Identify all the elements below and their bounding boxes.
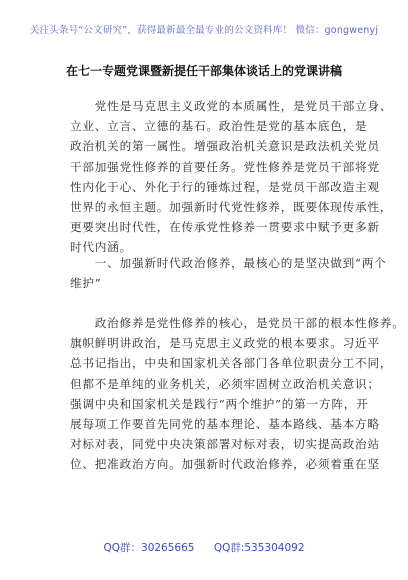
paragraph-line: 强调中央和国家机关是践行“两个维护”的第一方阵，开 <box>70 396 369 411</box>
section-heading-1 <box>70 253 387 293</box>
document-title: 在七一专题党课暨新提任干部集体谈话上的党课讲稿 <box>65 64 342 78</box>
paragraph-line: 世界的永恒主题。加强新时代党性修养，既要体现传承性， <box>70 200 393 215</box>
footer-contact <box>0 540 408 555</box>
paragraph-line: 位、把准政治方向。加强新时代政治修养，必须着重在坚 <box>70 457 380 472</box>
paragraph-line: 立业、立言、立德的基石。政治性是党的基本底色，是 <box>70 119 368 134</box>
paragraph-line: 但都不是单纯的业务机关，必须牢固树立政治机关意识； <box>70 376 380 391</box>
paragraph-line: 总书记指出，中央和国家机关各部门各单位职责分工不同， <box>70 356 393 371</box>
paragraph-intro <box>70 96 393 258</box>
heading-line: 维护” <box>70 276 102 291</box>
paragraph-line: 干部加强党性修养的首要任务。党性修养是党员干部将党 <box>70 159 380 174</box>
paragraph-line: 党性是马克思主义政党的本质属性，是党员干部立身、 <box>70 99 393 113</box>
paragraph-line: 展每项工作要首先同党的基本理论、基本路线、基本方略 <box>70 417 380 432</box>
paragraph-line: 政治修养是党性修养的核心，是党员干部的根本性修养。 <box>70 316 405 330</box>
paragraph-line: 性内化于心、外化于行的锤炼过程，是党员干部改造主观 <box>70 179 380 194</box>
paragraph-political-cultivation <box>70 313 405 475</box>
heading-line: 一、加强新时代政治修养，最核心的是坚决做到“两个 <box>70 256 387 270</box>
footer-qq-group-2: QQ群:535304092 <box>213 542 305 554</box>
paragraph-line: 政治机关的第一属性。增强政治机关意识是政法机关党员 <box>70 139 380 154</box>
paragraph-line: 更要突出时代性，在传承党性修养一贯要求中赋予更多新 <box>70 220 380 235</box>
footer-qq-group-1: QQ群：30265665 <box>103 542 195 554</box>
paragraph-line: 时代内涵。 <box>70 240 132 255</box>
header-promo-note: 关注头条号“公文研究”，获得最新最全最专业的公文资料库！ 微信：gongwenyj <box>29 25 379 36</box>
paragraph-line: 对标对表，同党中央决策部署对标对表，切实提高政治站 <box>70 437 380 452</box>
paragraph-line: 旗帜鲜明讲政治，是马克思主义政党的根本要求。习近平 <box>70 336 380 351</box>
